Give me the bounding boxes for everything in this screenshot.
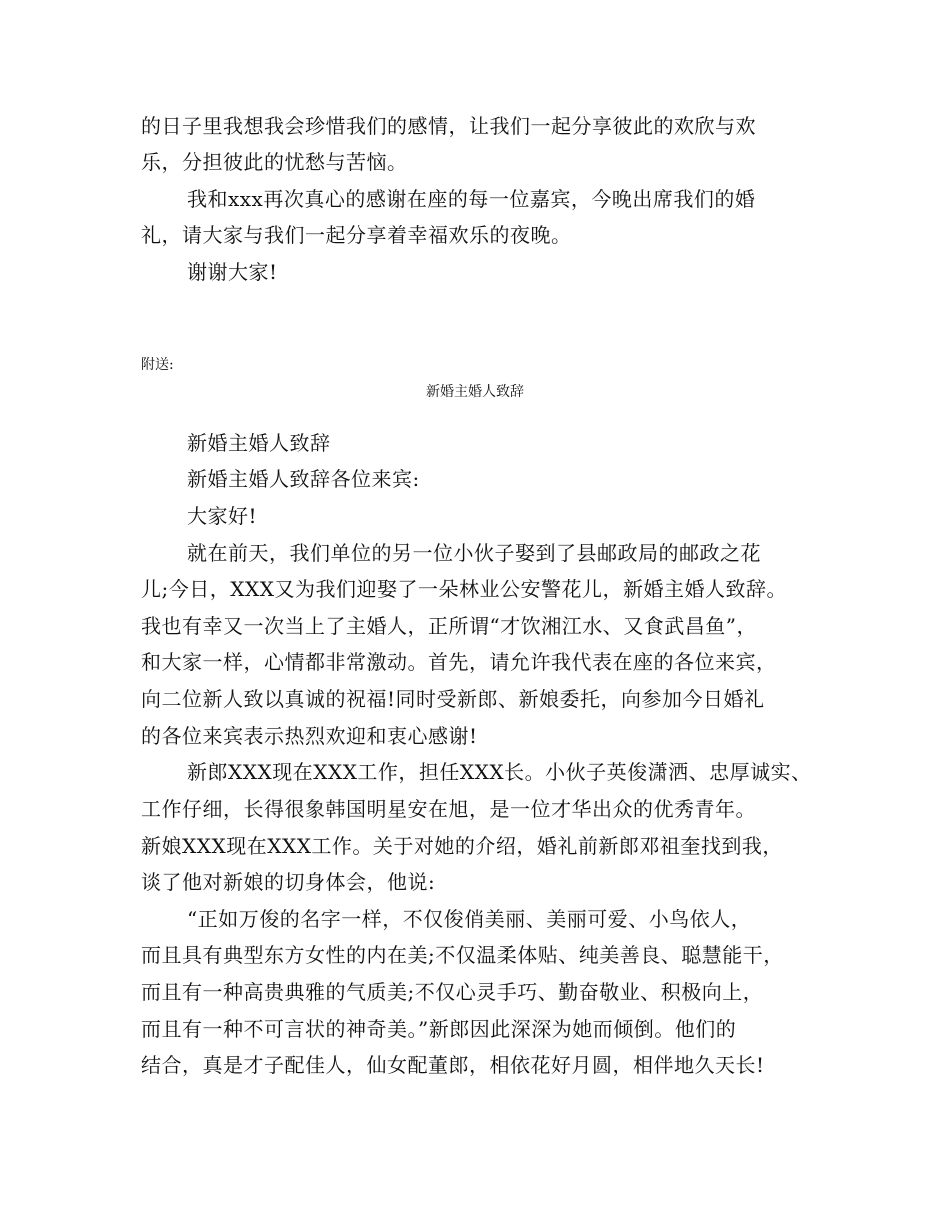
body-line-10: 新郎XXX现在XXX工作，担任XXX长。小伙子英俊潇洒、忠厚诚实、: [187, 760, 812, 784]
body-line-2: 新婚主婚人致辞各位来宾:: [187, 467, 420, 491]
intro-line-4: 礼，请大家与我们一起分享着幸福欢乐的夜晚。: [141, 223, 572, 247]
body-line-5: 儿;今日，XXX又为我们迎娶了一朵林业公安警花儿，新婚主婚人致辞。: [141, 577, 787, 601]
intro-line-1: 的日子里我想我会珍惜我们的感情，让我们一起分享彼此的欢欣与欢: [141, 114, 756, 138]
body-line-7: 和大家一样，心情都非常激动。首先，请允许我代表在座的各位来宾，: [141, 650, 777, 674]
body-line-16: 而且有一种高贵典雅的气质美;不仅心灵手巧、勤奋敬业、积极向上，: [141, 980, 764, 1004]
body-line-1: 新婚主婚人致辞: [187, 431, 331, 455]
body-line-18: 结合，真是才子配佳人，仙女配董郎，相依花好月圆，相伴地久天长!: [141, 1053, 765, 1077]
body-line-14: “正如万俊的名字一样，不仅俊俏美丽、美丽可爱、小鸟依人，: [187, 907, 752, 931]
body-line-8: 向二位新人致以真诚的祝福!同时受新郎、新娘委托，向参加今日婚礼: [141, 687, 765, 711]
section-title: 新婚主婚人致辞: [426, 384, 524, 400]
body-line-4: 就在前天，我们单位的另一位小伙子娶到了县邮政局的邮政之花: [187, 541, 761, 565]
body-line-13: 谈了他对新娘的切身体会，他说:: [141, 870, 436, 894]
intro-line-3: 我和xxx再次真心的感谢在座的每一位嘉宾，今晚出席我们的婚: [187, 187, 756, 211]
body-line-15: 而且具有典型东方女性的内在美;不仅温柔体贴、纯美善良、聪慧能干，: [141, 943, 784, 967]
body-line-6: 我也有幸又一次当上了主婚人，正所谓“才饮湘江水、又食武昌鱼”，: [141, 614, 757, 638]
body-line-3: 大家好!: [187, 504, 258, 528]
body-line-17: 而且有一种不可言状的神奇美。”新郎因此深深为她而倾倒。他们的: [141, 1017, 737, 1041]
body-line-12: 新娘XXX现在XXX工作。关于对她的介绍，婚礼前新郎邓祖奎找到我，: [141, 834, 783, 858]
body-line-9: 的各位来宾表示热烈欢迎和衷心感谢!: [141, 724, 478, 748]
intro-line-2: 乐，分担彼此的忧愁与苦恼。: [141, 150, 408, 174]
intro-line-5: 谢谢大家!: [187, 260, 278, 284]
body-line-11: 工作仔细，长得很象韩国明星安在旭，是一位才华出众的优秀青年。: [141, 797, 756, 821]
appendix-label: 附送:: [141, 357, 174, 373]
